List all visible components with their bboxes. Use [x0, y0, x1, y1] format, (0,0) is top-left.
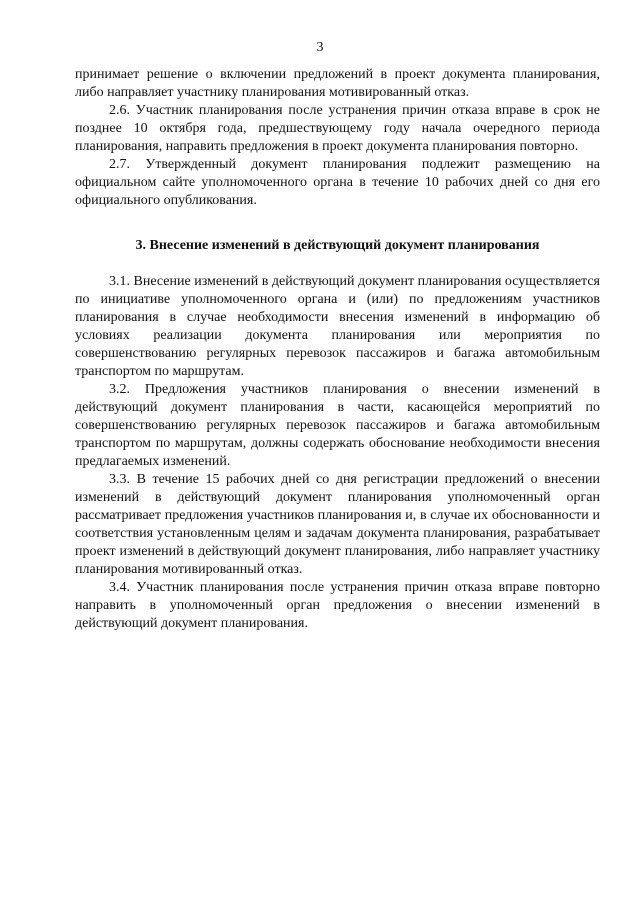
- paragraph-3-1: 3.1. Внесение изменений в действующий документ планирования осуществляется по инициативе уполномоченного органа и (или) по предложениям участников планирования в случае необходимости внесения изменений в информацию об условиях реализации документа планирования или мероприятия по совершенствованию регулярных перевозок пассажиров и багажа автомобильным транспортом по маршрутам.: [75, 274, 600, 379]
- section-3-heading: 3. Внесение изменений в действующий документ планирования: [135, 238, 540, 253]
- page-number: 3: [316, 40, 324, 55]
- paragraph-continuation: принимает решение о включении предложений в проект документа планирования, либо направляет участнику планирования мотивированный отказ.: [75, 67, 600, 100]
- paragraph-3-4: 3.4. Участник планирования после устранения причин отказа вправе повторно направить в уполномоченный орган предложения о внесении изменений в действующий документ планирования.: [75, 580, 600, 631]
- paragraph-2-6: 2.6. Участник планирования после устранения причин отказа вправе в срок не позднее 10 октября года, предшествующему году начала очередного периода планирования, направить предложения в проект документа планирования повторно.: [75, 103, 600, 154]
- paragraph-2-7: 2.7. Утвержденный документ планирования подлежит размещению на официальном сайте уполномоченного органа в течение 10 рабочих дней со дня его официального опубликования.: [75, 157, 600, 208]
- paragraph-3-2: 3.2. Предложения участников планирования о внесении изменений в действующий документ планирования в части, касающейся мероприятий по совершенствованию регулярных перевозок пассажиров и багажа автомобильным транспортом по маршрутам, должны содержать обоснование необходимости внесения предлагаемых изменений.: [75, 382, 600, 469]
- paragraph-3-3: 3.3. В течение 15 рабочих дней со дня регистрации предложений о внесении изменений в действующий документ планирования уполномоченный орган рассматривает предложения участников планирования и, в случае их обоснованности и соответствия установленным целям и задачам документа планирования, разрабатывает проект изменений в действующий документ планирования, либо направляет участнику планирования мотивированный отказ.: [75, 472, 600, 577]
- document-body: [75, 66, 600, 633]
